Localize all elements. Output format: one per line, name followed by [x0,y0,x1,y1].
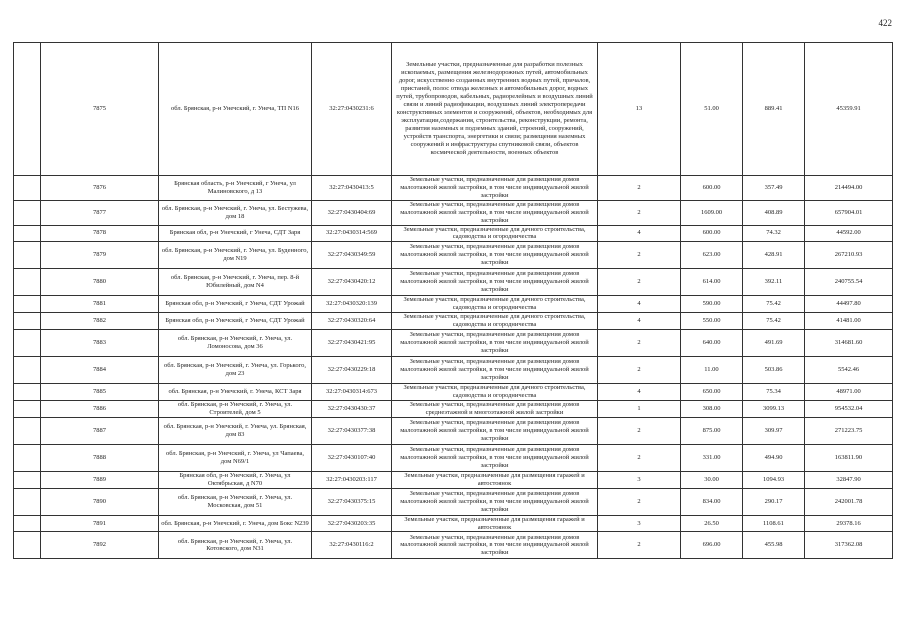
cadastral-number: 32:27:0430107:40 [312,444,392,471]
cadastral-number: 32:27:0430349:59 [312,242,392,269]
land-use-description: Земельные участки, предназначенные для размещения домов малоэтажной жилой застройки, в том числе индивидуальной жилой застройки [392,532,598,559]
table-row [14,488,893,515]
specific-value: 503.86 [743,357,805,384]
spacer-cell [14,269,41,296]
land-use-description: Земельные участки, предназначенные для размещения домов малоэтажной жилой застройки, в том числе индивидуальной жилой застройки [392,269,598,296]
land-use-description: Земельные участки, предназначенные для размещения гаражей и автостоянок [392,471,598,488]
table-row [14,269,893,296]
specific-value: 408.89 [743,200,805,225]
specific-value: 1094.93 [743,471,805,488]
spacer-cell [14,225,41,242]
cadastral-number: 32:27:0430421:95 [312,330,392,357]
specific-value: 1108.61 [743,515,805,532]
table-body [14,43,893,559]
address-cell: обл. Брянская, р-н Унечский, г. Унеча, ул. Горького, дом 23 [159,357,312,384]
table-row [14,43,893,176]
address-cell: обл. Брянская, р-н Унечский, г. Унеча, пер. 8-й Юбилейный, дом N4 [159,269,312,296]
cadastral-value: 657904.01 [805,200,893,225]
specific-value: 392.11 [743,269,805,296]
address-cell: обл. Брянская, р-н Унечский, г. Унеча, ул Чапаева, дом N69/1 [159,444,312,471]
use-group-code: 3 [598,515,681,532]
spacer-cell [14,43,41,176]
row-number: 7889 [41,471,159,488]
use-group-code: 2 [598,269,681,296]
spacer-cell [14,176,41,201]
cadastral-value: 44592.00 [805,225,893,242]
specific-value: 357.49 [743,176,805,201]
row-number: 7885 [41,384,159,401]
address-cell: обл. Брянская, р-н Унечский, г. Унеча, ул. Буденного, дом N19 [159,242,312,269]
spacer-cell [14,313,41,330]
use-group-code: 2 [598,176,681,201]
row-number: 7876 [41,176,159,201]
cadastral-value: 317362.08 [805,532,893,559]
cadastral-value: 41481.00 [805,313,893,330]
table-row [14,471,893,488]
cadastral-value-table [13,42,893,559]
row-number: 7890 [41,488,159,515]
cadastral-value: 44497.80 [805,296,893,313]
use-group-code: 13 [598,43,681,176]
use-group-code: 2 [598,417,681,444]
use-group-code: 4 [598,313,681,330]
cadastral-value: 29378.16 [805,515,893,532]
address-cell: обл. Брянская, р-н Унечский, г. Унеча, ул. Бестужева, дом 18 [159,200,312,225]
specific-value: 309.97 [743,417,805,444]
table-row [14,417,893,444]
row-number: 7877 [41,200,159,225]
cadastral-value: 214494.00 [805,176,893,201]
cadastral-value: 45359.91 [805,43,893,176]
specific-value: 75.42 [743,296,805,313]
area-value: 550.00 [681,313,743,330]
cadastral-value: 240755.54 [805,269,893,296]
spacer-cell [14,384,41,401]
land-use-description: Земельные участки, предназначенные для дачного строительства, садоводства и огородничества [392,313,598,330]
area-value: 1609.00 [681,200,743,225]
cadastral-value: 242001.78 [805,488,893,515]
cadastral-value: 48971.00 [805,384,893,401]
cadastral-number: 32:27:0430320:139 [312,296,392,313]
row-number: 7887 [41,417,159,444]
specific-value: 494.90 [743,444,805,471]
land-use-description: Земельные участки, предназначенные для размещения домов малоэтажной жилой застройки, в том числе индивидуальной жилой застройки [392,176,598,201]
area-value: 51.00 [681,43,743,176]
specific-value: 428.91 [743,242,805,269]
row-number: 7878 [41,225,159,242]
address-cell: Брянская обл, р-н Унечский, г Унеча, СДТ Урожай [159,313,312,330]
table-row [14,225,893,242]
use-group-code: 2 [598,444,681,471]
area-value: 331.00 [681,444,743,471]
row-number: 7881 [41,296,159,313]
address-cell: обл. Брянская, р-н Унечский, г. Унеча, ул. Котовского, дом N31 [159,532,312,559]
cadastral-value: 32847.90 [805,471,893,488]
use-group-code: 2 [598,532,681,559]
address-cell: Брянская обл, р-н Унечский, г Унеча, СДТ Заря [159,225,312,242]
row-number: 7886 [41,400,159,417]
area-value: 308.00 [681,400,743,417]
land-use-description: Земельные участки, предназначенные для размещения домов малоэтажной жилой застройки, в том числе индивидуальной жилой застройки [392,488,598,515]
use-group-code: 4 [598,296,681,313]
cadastral-number: 32:27:0430413:5 [312,176,392,201]
row-number: 7875 [41,43,159,176]
spacer-cell [14,200,41,225]
address-cell: Брянская обл, р-н Унечский, г Унеча, СДТ Урожай [159,296,312,313]
address-cell: обл. Брянская, р-н Унечский, г. Унеча, ул. Ломоносова, дом 36 [159,330,312,357]
use-group-code: 2 [598,357,681,384]
use-group-code: 2 [598,330,681,357]
use-group-code: 2 [598,200,681,225]
specific-value: 3099.13 [743,400,805,417]
area-value: 614.00 [681,269,743,296]
cadastral-number: 32:27:0430377:38 [312,417,392,444]
table-row [14,200,893,225]
area-value: 11.00 [681,357,743,384]
specific-value: 74.32 [743,225,805,242]
area-value: 30.00 [681,471,743,488]
table-row [14,330,893,357]
table-row [14,313,893,330]
address-cell: обл. Брянская, р-н Унечский, г. Унеча, ТП N16 [159,43,312,176]
table-row [14,176,893,201]
table-row [14,384,893,401]
cadastral-value: 271223.75 [805,417,893,444]
cadastral-number: 32:27:0430116:2 [312,532,392,559]
spacer-cell [14,471,41,488]
specific-value: 455.98 [743,532,805,559]
cadastral-value: 267210.93 [805,242,893,269]
use-group-code: 4 [598,225,681,242]
area-value: 623.00 [681,242,743,269]
use-group-code: 3 [598,471,681,488]
cadastral-number: 32:27:0430320:64 [312,313,392,330]
cadastral-number: 32:27:0430229:18 [312,357,392,384]
use-group-code: 2 [598,242,681,269]
spacer-cell [14,296,41,313]
address-cell: обл. Брянская, р-н Унечский, г. Унеча, ул. Брянская, дом 83 [159,417,312,444]
cadastral-number: 32:27:0430314:569 [312,225,392,242]
land-use-description: Земельные участки, предназначенные для дачного строительства, садоводства и огородничества [392,384,598,401]
row-number: 7883 [41,330,159,357]
area-value: 590.00 [681,296,743,313]
land-use-description: Земельные участки, предназначенные для размещения домов малоэтажной жилой застройки, в том числе индивидуальной жилой застройки [392,330,598,357]
address-cell: обл. Брянская, р-н Унечский, г. Унеча, дом Бокс N239 [159,515,312,532]
area-value: 640.00 [681,330,743,357]
table-row [14,242,893,269]
use-group-code: 4 [598,384,681,401]
cadastral-number: 32:27:0430430:37 [312,400,392,417]
spacer-cell [14,330,41,357]
spacer-cell [14,400,41,417]
address-cell: обл. Брянская, р-н Унечский, г. Унеча, ул. Строителей, дом 5 [159,400,312,417]
use-group-code: 2 [598,488,681,515]
land-use-description: Земельные участки, предназначенные для разработки полезных ископаемых, размещения железнодорожных путей, автомобильных дорог, искусственно созданных внутренних водных путей, причалов, пристаней, полос отвода железных и автомобильных дорог, водных путей, трубопроводов, кабельных, радиорелейных и воздушных линий связи и линий радиофикации, воздушных линий электропередачи конструктивных элементов и сооружений, объектов, необходимых для эксплуатации,содержания, строительства, реконструкции, ремонта, развития наземных и подземных зданий, строений, сооружений, устройств транспорта, энергетики и связи; размещения наземных сооружений и инфраструктуры спутниковой связи, объектов космической деятельности, военных объектов [392,43,598,176]
land-use-description: Земельные участки, предназначенные для размещения домов малоэтажной жилой застройки, в том числе индивидуальной жилой застройки [392,200,598,225]
specific-value: 290.17 [743,488,805,515]
spacer-cell [14,242,41,269]
row-number: 7892 [41,532,159,559]
use-group-code: 1 [598,400,681,417]
area-value: 600.00 [681,176,743,201]
row-number: 7884 [41,357,159,384]
land-use-description: Земельные участки, предназначенные для размещения домов малоэтажной жилой застройки, в том числе индивидуальной жилой застройки [392,242,598,269]
cadastral-number: 32:27:0430203:35 [312,515,392,532]
row-number: 7882 [41,313,159,330]
row-number: 7891 [41,515,159,532]
land-use-description: Земельные участки, предназначенные для размещения домов малоэтажной жилой застройки, в том числе индивидуальной жилой застройки [392,444,598,471]
spacer-cell [14,444,41,471]
address-cell: Брянская обл, р-н Унечский, г. Унеча, ул Октябрьская, д N70 [159,471,312,488]
table-row [14,532,893,559]
table-row [14,444,893,471]
land-use-description: Земельные участки, предназначенные для дачного строительства, садоводства и огородничества [392,296,598,313]
specific-value: 75.42 [743,313,805,330]
area-value: 650.00 [681,384,743,401]
address-cell: Брянская область, р-н Унечский, г Унеча, ул Малиновского, д 13 [159,176,312,201]
area-value: 875.00 [681,417,743,444]
table-row [14,296,893,313]
spacer-cell [14,417,41,444]
page-number: 422 [878,18,892,28]
row-number: 7880 [41,269,159,296]
address-cell: обл. Брянская, р-н Унечский, г. Унеча, КСТ Заря [159,384,312,401]
cadastral-number: 32:27:0430420:12 [312,269,392,296]
land-use-description: Земельные участки, предназначенные для дачного строительства, садоводства и огородничества [392,225,598,242]
spacer-cell [14,488,41,515]
land-use-description: Земельные участки, предназначенные для размещения гаражей и автостоянок [392,515,598,532]
area-value: 600.00 [681,225,743,242]
specific-value: 491.69 [743,330,805,357]
area-value: 696.00 [681,532,743,559]
area-value: 834.00 [681,488,743,515]
address-cell: обл. Брянская, р-н Унечский, г. Унеча, ул. Московская, дом 51 [159,488,312,515]
cadastral-number: 32:27:0430231:6 [312,43,392,176]
table-row [14,515,893,532]
cadastral-value: 314681.60 [805,330,893,357]
spacer-cell [14,532,41,559]
table-row [14,357,893,384]
row-number: 7879 [41,242,159,269]
land-use-description: Земельные участки, предназначенные для размещения домов среднеэтажной и многоэтажной жилой застройки [392,400,598,417]
specific-value: 75.34 [743,384,805,401]
spacer-cell [14,357,41,384]
cadastral-value: 954532.04 [805,400,893,417]
cadastral-number: 32:27:0430404:69 [312,200,392,225]
cadastral-number: 32:27:0430375:15 [312,488,392,515]
cadastral-number: 32:27:0430203:117 [312,471,392,488]
area-value: 26.50 [681,515,743,532]
cadastral-value: 163811.90 [805,444,893,471]
cadastral-number: 32:27:0430314:673 [312,384,392,401]
specific-value: 889.41 [743,43,805,176]
spacer-cell [14,515,41,532]
cadastral-value: 5542.46 [805,357,893,384]
row-number: 7888 [41,444,159,471]
land-use-description: Земельные участки, предназначенные для размещения домов малоэтажной жилой застройки, в том числе индивидуальной жилой застройки [392,417,598,444]
table-row [14,400,893,417]
land-use-description: Земельные участки, предназначенные для размещения домов малоэтажной жилой застройки, в том числе индивидуальной жилой застройки [392,357,598,384]
